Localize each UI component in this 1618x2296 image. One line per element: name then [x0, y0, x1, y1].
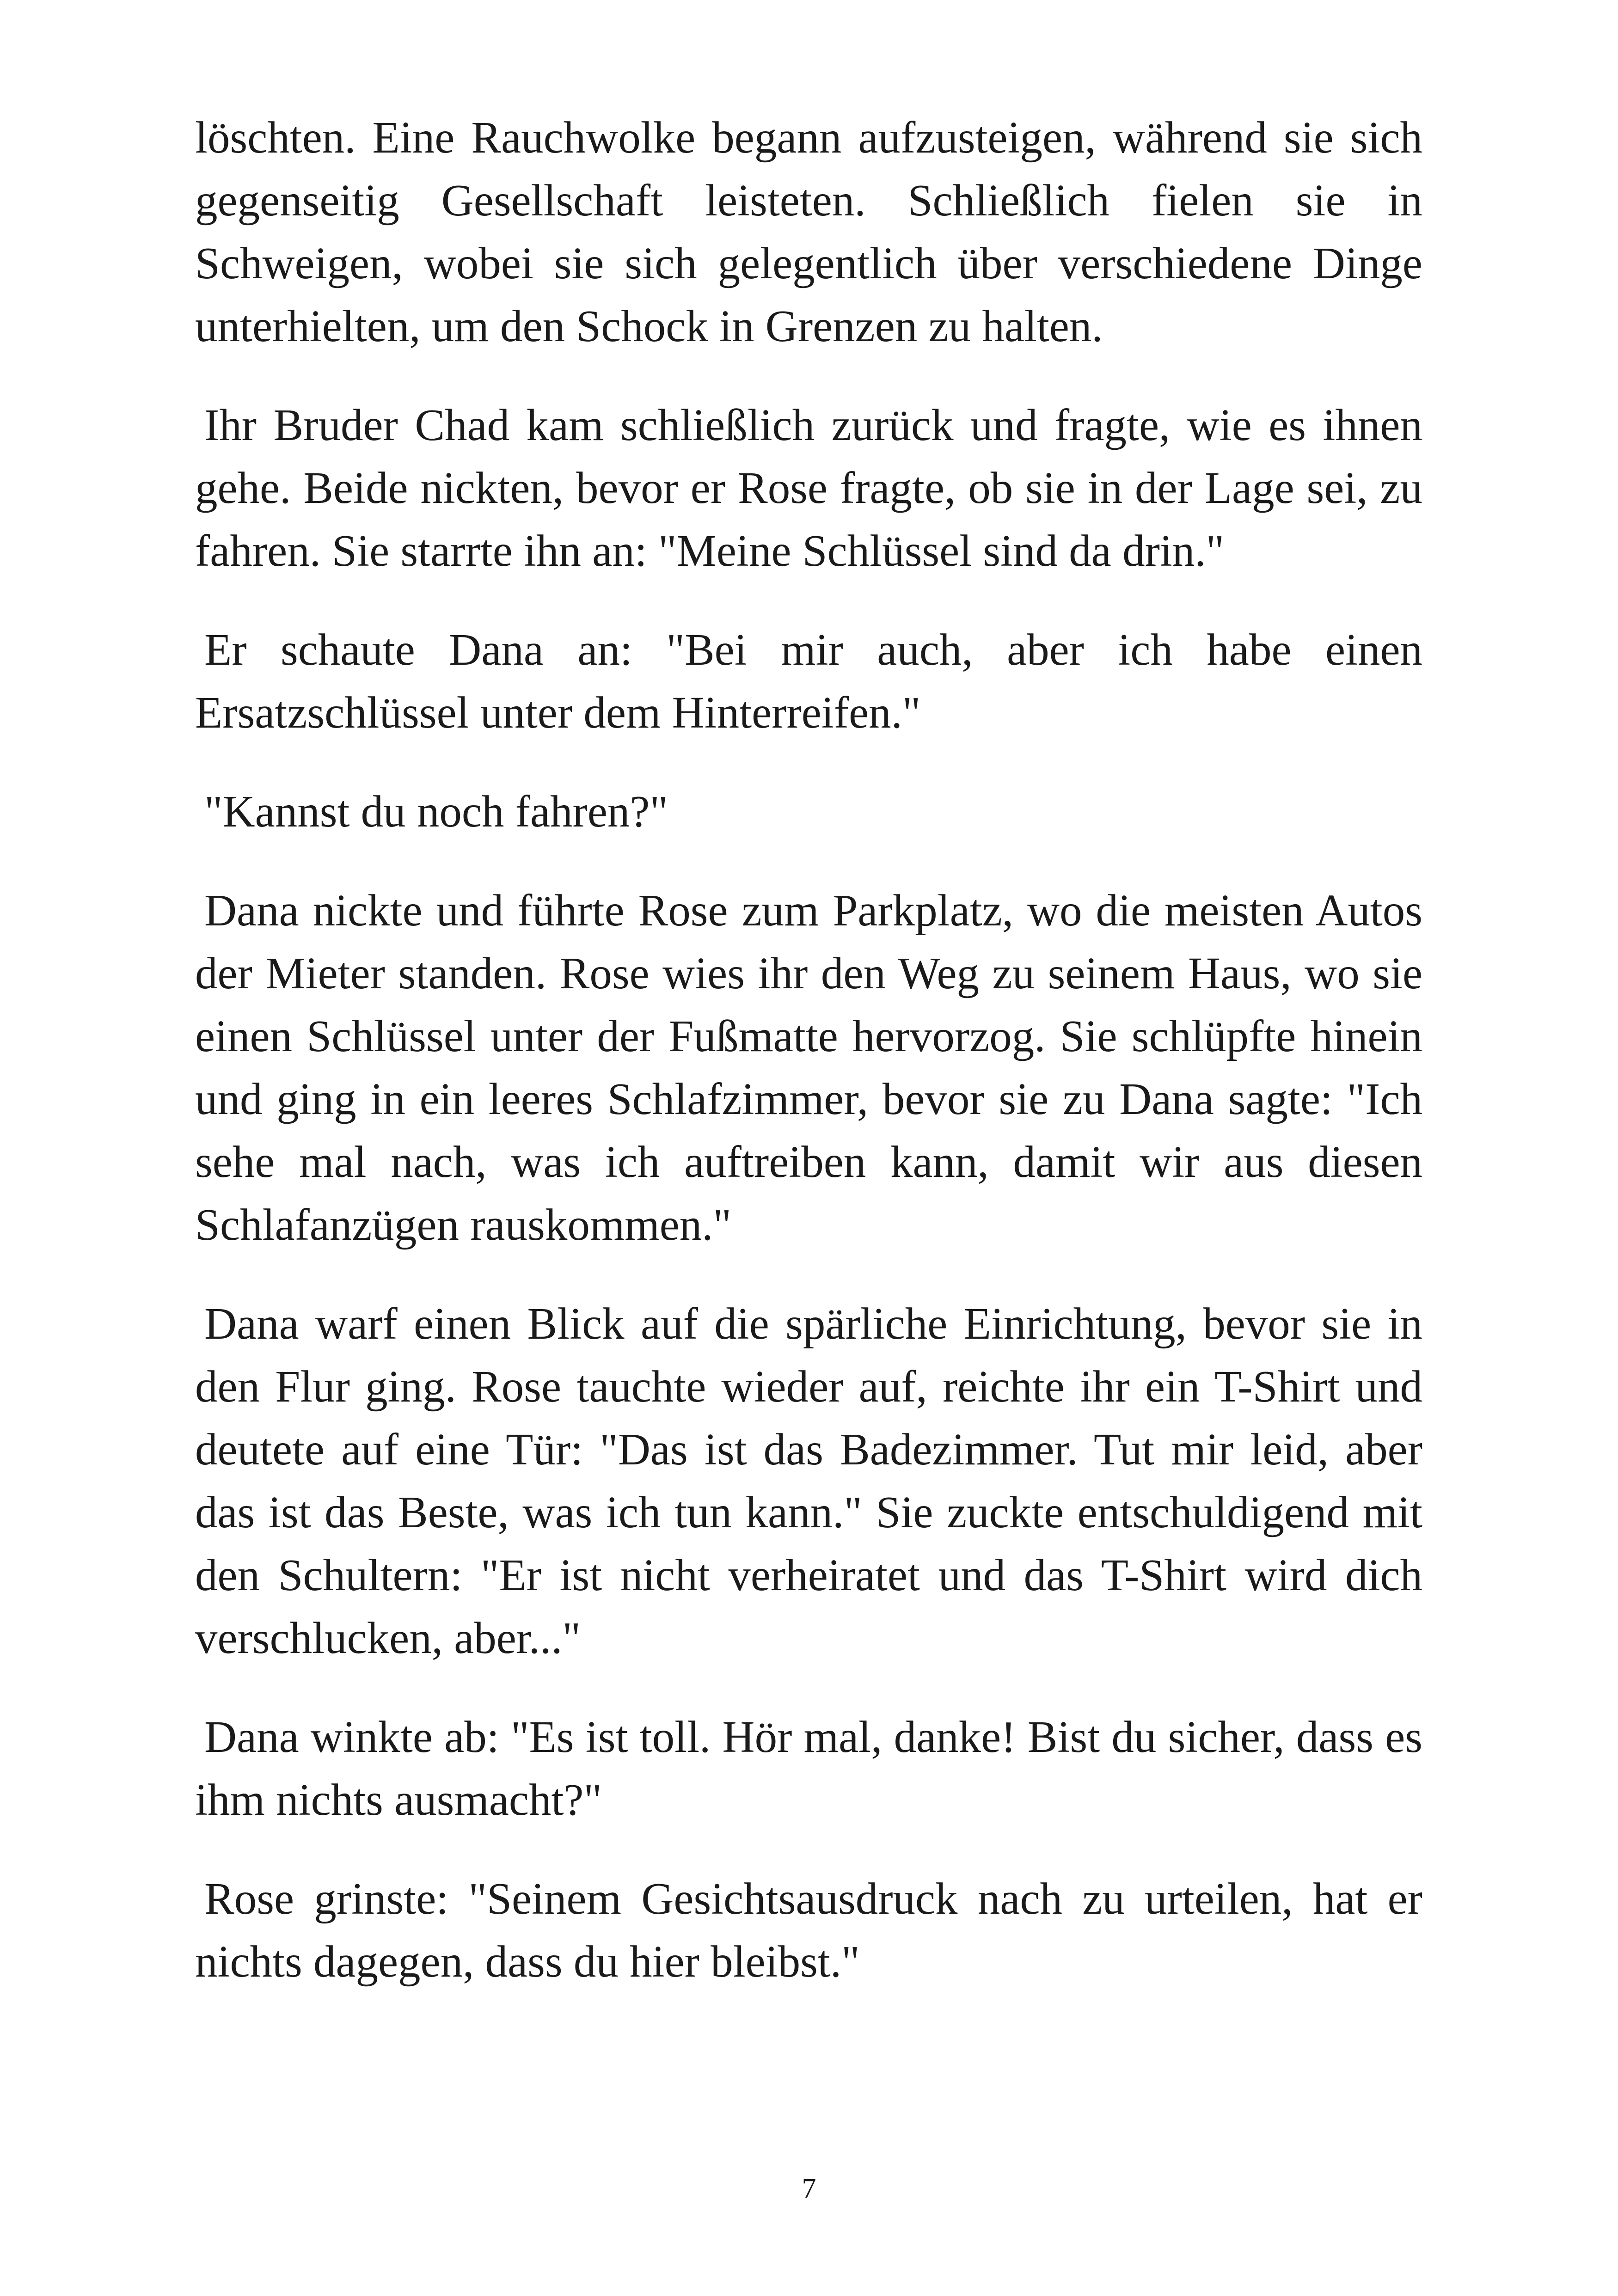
paragraph: Rose grinste: "Seinem Gesichtsausdruck nach zu urteilen, hat er nichts dagegen, dass du hier bleibst." [195, 1874, 1422, 1986]
paragraph: löschten. Eine Rauchwolke begann aufzusteigen, während sie sich gegenseitig Gesellschaft leisteten. Schließlich fielen sie in Schweigen, wobei sie sich gelegentlich über verschiedene Dinge unterhielten, um den Schock in Grenzen zu halten. [195, 113, 1422, 351]
page-number: 7 [802, 2173, 816, 2204]
paragraph: Er schaute Dana an: "Bei mir auch, aber ich habe einen Ersatzschlüssel unter dem Hinterreifen." [195, 625, 1422, 737]
paragraph: Dana warf einen Blick auf die spärliche Einrichtung, bevor sie in den Flur ging. Rose tauchte wieder auf, reichte ihr ein T-Shirt und deutete auf eine Tür: "Das ist das Badezimmer. Tut mir leid, aber das ist das Beste, was ich tun kann." Sie zuckte entschuldigend mit den Schultern: "Er ist nicht verheiratet und das T-Shirt wird dich verschlucken, aber..." [195, 1299, 1422, 1663]
paragraph: "Kannst du noch fahren?" [204, 787, 668, 836]
body-text [195, 106, 1422, 2029]
paragraph: Ihr Bruder Chad kam schließlich zurück und fragte, wie es ihnen gehe. Beide nickten, bevor er Rose fragte, ob sie in der Lage sei, zu fahren. Sie starrte ihn an: "Meine Schlüssel sind da drin." [195, 400, 1422, 576]
paragraph: Dana nickte und führte Rose zum Parkplatz, wo die meisten Autos der Mieter standen. Rose wies ihr den Weg zu seinem Haus, wo sie einen Schlüssel unter der Fußmatte hervorzog. Sie schlüpfte hinein und ging in ein leeres Schlafzimmer, bevor sie zu Dana sagte: "Ich sehe mal nach, was ich auftreiben kann, damit wir aus diesen Schlafanzügen rauskommen." [195, 886, 1422, 1249]
paragraph: Dana winkte ab: "Es ist toll. Hör mal, danke! Bist du sicher, dass es ihm nichts ausmacht?" [195, 1712, 1422, 1825]
